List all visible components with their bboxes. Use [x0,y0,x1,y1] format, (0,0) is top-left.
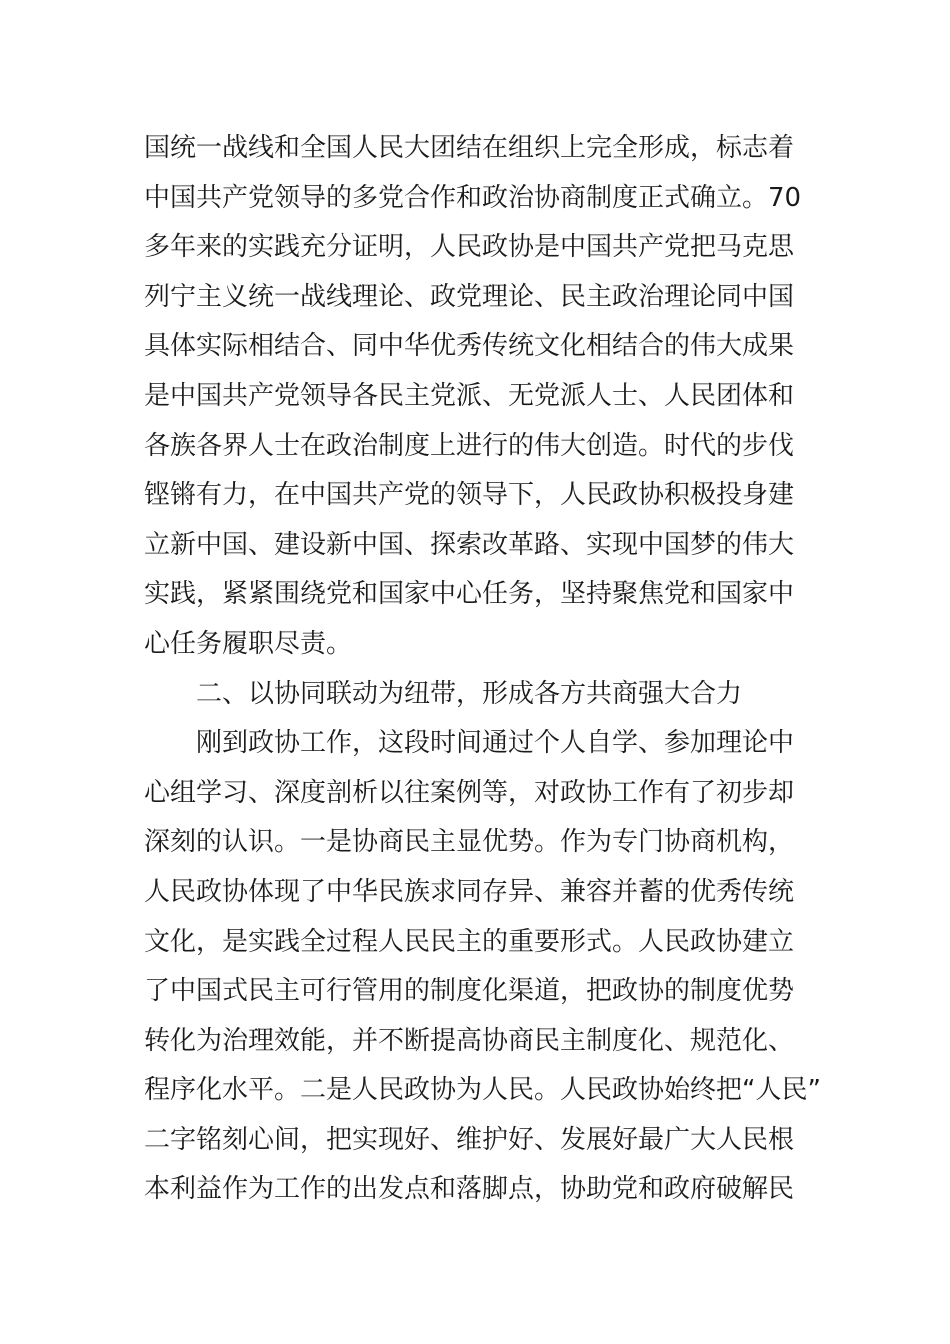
body-line: 是中国共产党领导各民主党派、无党派人士、人民团体和 [144,380,795,411]
body-line: 心任务履职尽责。 [144,628,353,659]
body-line: 各族各界人士在政治制度上进行的伟大创造。时代的步伐 [144,430,795,461]
body-line: 文化，是实践全过程人民民主的重要形式。人民政协建立 [144,926,795,957]
document-body [144,124,821,1215]
body-line: 具体实际相结合、同中华优秀传统文化相结合的伟大成果 [144,331,795,362]
body-line: 深刻的认识。一是协商民主显优势。作为专门协商机构， [144,827,795,858]
body-line: 二字铭刻心间，把实现好、维护好、发展好最广大人民根 [144,1124,795,1155]
body-line: 了中国式民主可行管用的制度化渠道，把政协的制度优势 [144,976,795,1007]
body-line: 国统一战线和全国人民大团结在组织上完全形成，标志着 [144,133,795,163]
body-line: 实践，紧紧围绕党和国家中心任务，坚持聚焦党和国家中 [144,579,795,610]
body-line: 列宁主义统一战线理论、政党理论、民主政治理论同中国 [144,281,795,312]
body-line: 多年来的实践充分证明，人民政协是中国共产党把马克思 [144,232,795,263]
body-line: 转化为治理效能，并不断提高协商民主制度化、规范化、 [144,1025,795,1056]
body-line: 立新中国、建设新中国、探索改革路、实现中国梦的伟大 [144,529,795,560]
body-line: 人民政协体现了中华民族求同存异、兼容并蓄的优秀传统 [144,876,795,907]
body-line: 程序化水平。二是人民政协为人民。人民政协始终把“人民” [144,1075,821,1106]
body-line: 心组学习、深度剖析以往案例等，对政协工作有了初步却 [144,777,795,808]
body-line: 本利益作为工作的出发点和落脚点，协助党和政府破解民 [144,1174,795,1205]
body-line: 刚到政协工作，这段时间通过个人自学、参加理论中 [196,728,795,759]
body-line: 铿锵有力，在中国共产党的领导下，人民政协积极投身建 [144,480,795,511]
section-heading: 二、以协同联动为纽带，形成各方共商强大合力 [196,678,743,709]
body-line: 中国共产党领导的多党合作和政治协商制度正式确立。70 [144,182,802,213]
